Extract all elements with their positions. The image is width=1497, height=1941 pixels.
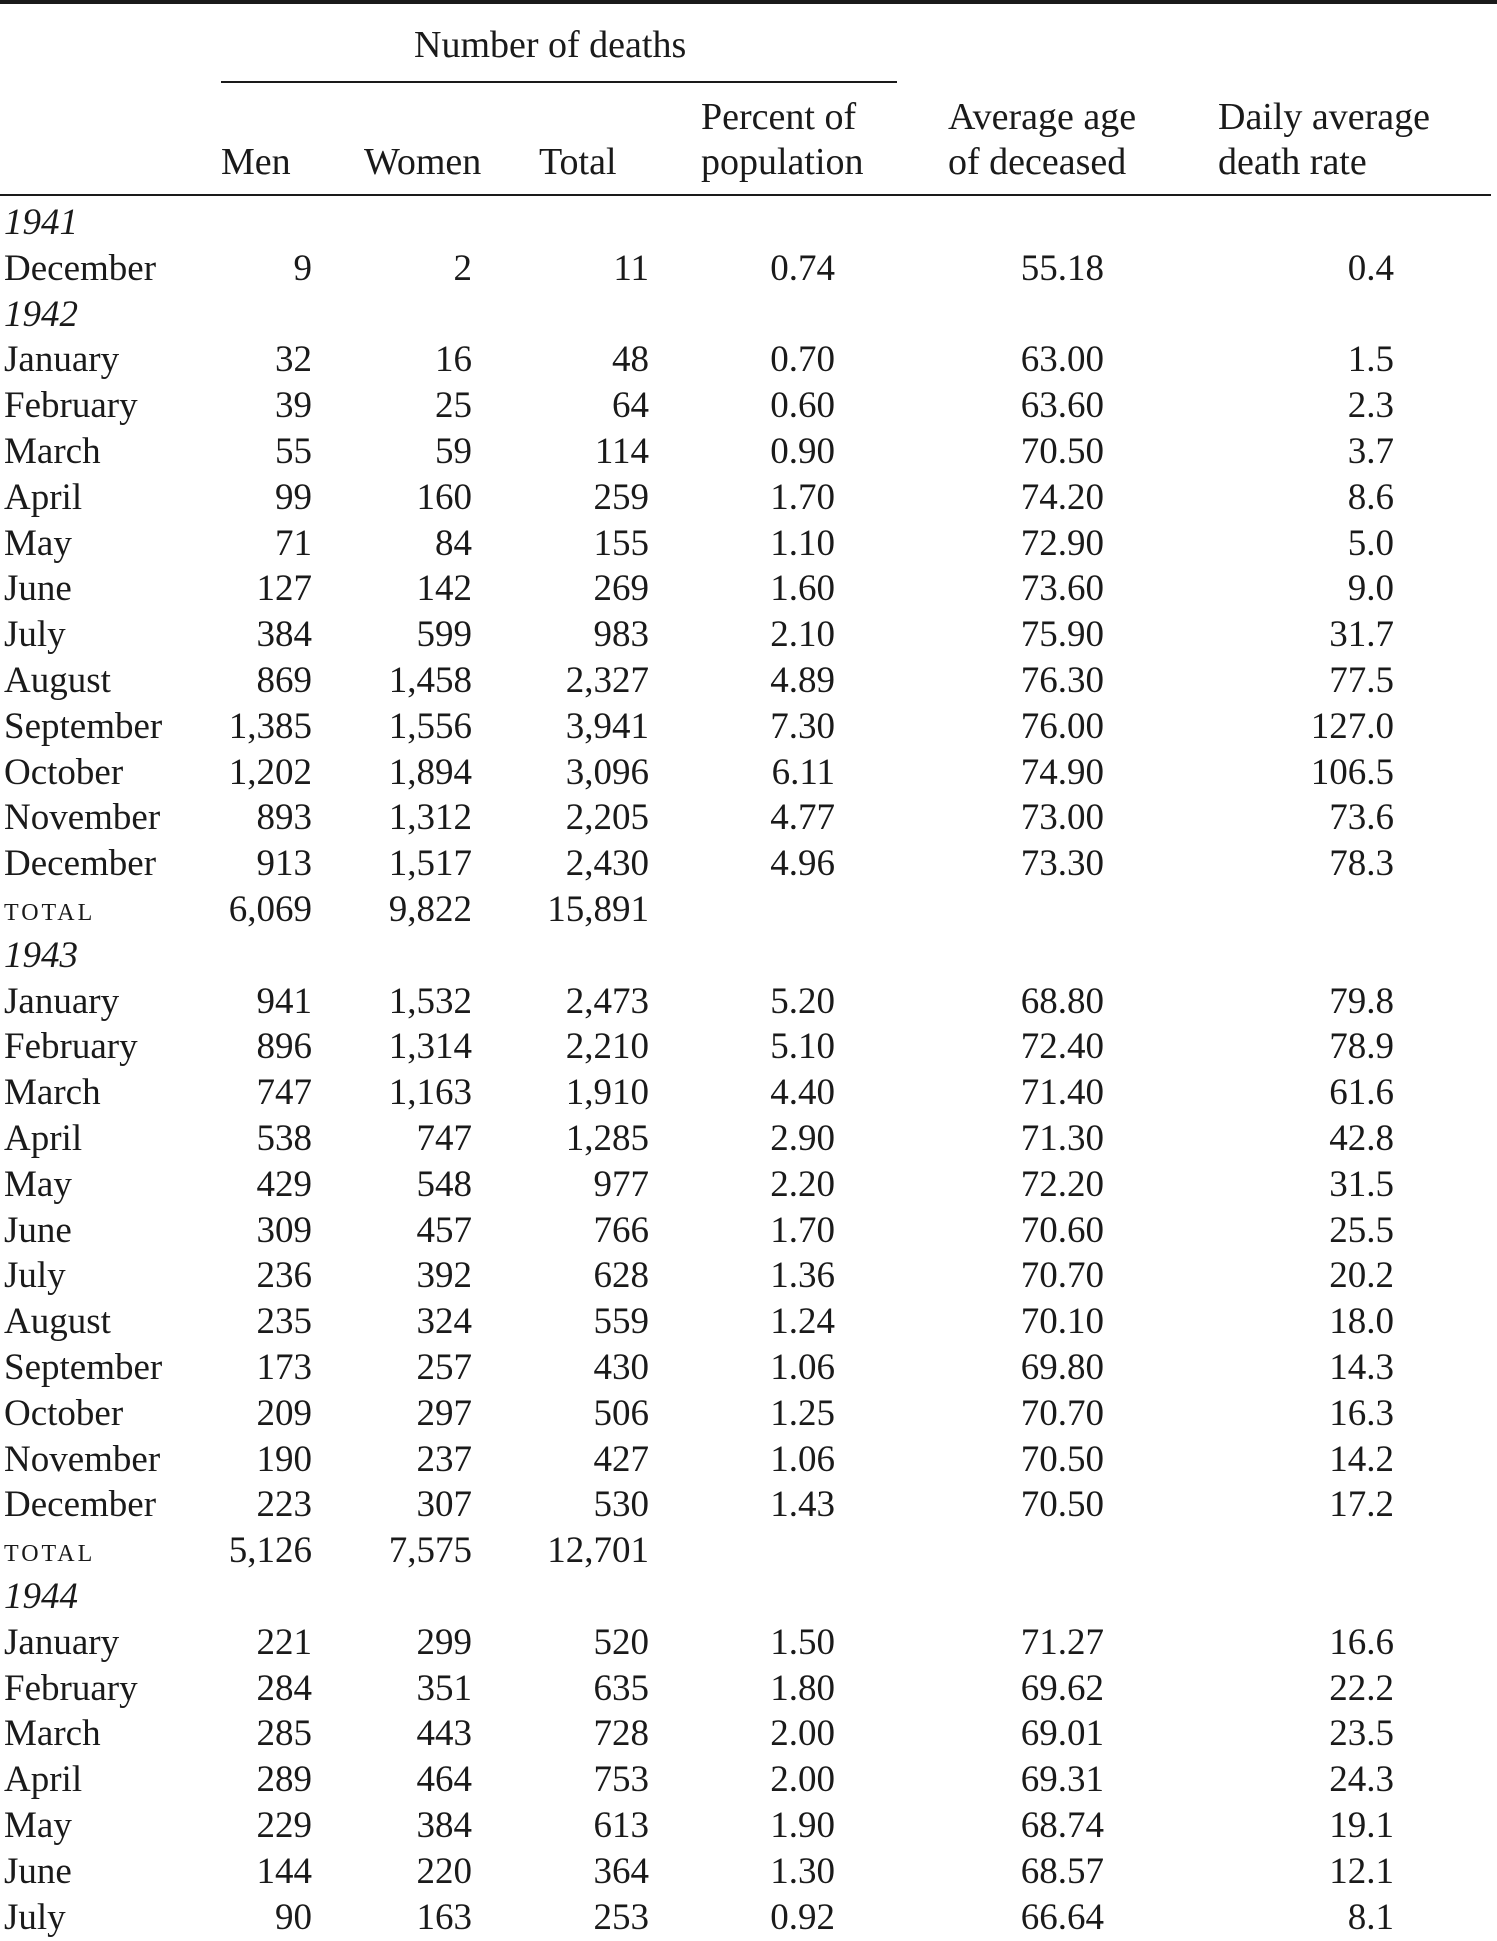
month-label: April — [4, 476, 83, 518]
percent-cell: 0.90 — [770, 431, 835, 472]
men-cell: 9 — [293, 247, 312, 289]
age-cell: 70.10 — [1020, 1301, 1104, 1343]
total-cell: 15,891 — [547, 889, 649, 930]
month-label: July — [4, 1896, 66, 1938]
header-women: Women — [364, 141, 482, 183]
table-row — [0, 1620, 1497, 1666]
men-cell: 384 — [256, 614, 312, 656]
table-row — [0, 1162, 1497, 1208]
table-row — [0, 1711, 1497, 1757]
rate-cell: 73.6 — [1329, 797, 1394, 839]
table-row — [0, 337, 1497, 383]
header-men: Men — [221, 141, 291, 183]
men-cell: 538 — [256, 1118, 312, 1159]
year-label: 1943 — [4, 934, 78, 976]
total-cell: 506 — [593, 1392, 649, 1434]
table-row — [0, 1345, 1497, 1391]
percent-cell: 4.89 — [770, 660, 835, 701]
percent-cell: 5.20 — [770, 980, 835, 1022]
total-row — [0, 1528, 1497, 1574]
percent-cell: 7.30 — [770, 705, 835, 747]
table-row — [0, 1116, 1497, 1162]
age-cell: 76.00 — [1020, 705, 1104, 747]
women-cell: 1,556 — [388, 705, 472, 747]
age-cell: 70.50 — [1020, 1484, 1104, 1526]
header-bottom-rule — [0, 194, 1491, 196]
month-label: April — [4, 1118, 83, 1159]
table-row — [0, 658, 1497, 704]
header-total: Total — [539, 141, 617, 183]
rate-cell: 77.5 — [1329, 660, 1394, 701]
age-cell: 69.01 — [1020, 1713, 1104, 1755]
percent-cell: 1.24 — [770, 1301, 835, 1343]
women-cell: 163 — [416, 1896, 472, 1938]
rate-cell: 25.5 — [1329, 1209, 1394, 1251]
women-cell: 443 — [416, 1713, 472, 1755]
men-cell: 32 — [275, 339, 312, 381]
table-row — [0, 795, 1497, 841]
header-percent-line1: Percent of — [701, 96, 857, 138]
table-row — [0, 1024, 1497, 1070]
age-cell: 69.80 — [1020, 1347, 1104, 1388]
percent-cell: 2.20 — [770, 1163, 835, 1205]
age-cell: 70.50 — [1020, 1438, 1104, 1480]
percent-cell: 1.70 — [770, 476, 835, 518]
rate-cell: 127.0 — [1310, 705, 1394, 747]
percent-cell: 1.10 — [770, 522, 835, 564]
total-cell: 766 — [593, 1209, 649, 1251]
table-row — [0, 750, 1497, 796]
women-cell: 9,822 — [388, 889, 472, 930]
age-cell: 72.90 — [1020, 522, 1104, 564]
month-label: November — [4, 797, 161, 839]
total-cell: 2,210 — [565, 1026, 649, 1068]
men-cell: 896 — [256, 1026, 312, 1068]
men-cell: 289 — [256, 1759, 312, 1801]
month-label: March — [4, 431, 101, 472]
month-label: June — [4, 568, 72, 610]
table-row — [0, 1299, 1497, 1345]
percent-cell: 1.36 — [770, 1255, 835, 1297]
rate-cell: 31.7 — [1329, 614, 1394, 656]
men-cell: 39 — [275, 385, 312, 427]
percent-cell: 1.30 — [770, 1850, 835, 1892]
women-cell: 747 — [416, 1118, 472, 1159]
women-cell: 351 — [416, 1667, 472, 1709]
men-cell: 1,385 — [228, 705, 312, 747]
total-cell: 2,430 — [565, 843, 649, 885]
age-cell: 69.62 — [1020, 1667, 1104, 1709]
rate-cell: 9.0 — [1347, 568, 1394, 610]
age-cell: 66.64 — [1020, 1896, 1104, 1938]
table-row — [0, 475, 1497, 521]
month-label: October — [4, 1392, 124, 1434]
year-row — [0, 200, 1497, 246]
age-cell: 63.00 — [1020, 339, 1104, 381]
year-label: 1942 — [4, 293, 78, 335]
total-cell: 259 — [593, 476, 649, 518]
total-label: total — [4, 891, 96, 928]
rate-cell: 14.3 — [1329, 1347, 1394, 1388]
percent-cell: 0.70 — [770, 339, 835, 381]
rate-cell: 1.5 — [1347, 339, 1394, 381]
year-row — [0, 292, 1497, 338]
rate-cell: 78.9 — [1329, 1026, 1394, 1068]
percent-cell: 0.92 — [770, 1896, 835, 1938]
rate-cell: 61.6 — [1329, 1072, 1394, 1114]
header-age-line2: of deceased — [948, 141, 1127, 183]
age-cell: 70.60 — [1020, 1209, 1104, 1251]
total-cell: 530 — [593, 1484, 649, 1526]
month-label: January — [4, 339, 120, 381]
table-row — [0, 1666, 1497, 1712]
women-cell: 25 — [435, 385, 472, 427]
women-cell: 220 — [416, 1850, 472, 1892]
header-age-line1: Average age — [948, 96, 1137, 138]
total-cell: 3,941 — [565, 705, 649, 747]
percent-cell: 6.11 — [771, 751, 835, 793]
men-cell: 1,202 — [228, 751, 312, 793]
percent-cell: 1.90 — [770, 1805, 835, 1846]
men-cell: 236 — [256, 1255, 312, 1297]
total-cell: 983 — [593, 614, 649, 656]
year-label: 1944 — [4, 1576, 78, 1617]
age-cell: 72.40 — [1020, 1026, 1104, 1068]
age-cell: 76.30 — [1020, 660, 1104, 701]
table-row — [0, 841, 1497, 887]
header-rate-line2: death rate — [1218, 141, 1367, 183]
age-cell: 68.74 — [1020, 1805, 1104, 1846]
women-cell: 464 — [416, 1759, 472, 1801]
group-underline — [221, 81, 897, 83]
percent-cell: 1.43 — [770, 1484, 835, 1526]
age-cell: 69.31 — [1020, 1759, 1104, 1801]
percent-cell: 1.60 — [770, 568, 835, 610]
table-row — [0, 1391, 1497, 1437]
men-cell: 6,069 — [228, 889, 312, 930]
age-cell: 75.90 — [1020, 614, 1104, 656]
total-cell: 427 — [593, 1438, 649, 1480]
total-cell: 430 — [593, 1347, 649, 1388]
men-cell: 941 — [256, 980, 312, 1022]
rate-cell: 78.3 — [1329, 843, 1394, 885]
table-row — [0, 979, 1497, 1025]
age-cell: 71.30 — [1020, 1118, 1104, 1159]
total-label: total — [4, 1532, 96, 1570]
women-cell: 59 — [435, 431, 472, 472]
table-row — [0, 383, 1497, 429]
age-cell: 70.50 — [1020, 431, 1104, 472]
month-label: March — [4, 1072, 101, 1114]
age-cell: 73.00 — [1020, 797, 1104, 839]
women-cell: 84 — [435, 522, 472, 564]
month-label: September — [4, 1347, 163, 1388]
rate-cell: 79.8 — [1329, 980, 1394, 1022]
women-cell: 324 — [416, 1301, 472, 1343]
age-cell: 73.30 — [1020, 843, 1104, 885]
month-label: February — [4, 385, 138, 427]
year-row — [0, 933, 1497, 979]
month-label: May — [4, 1805, 72, 1846]
men-cell: 55 — [275, 431, 312, 472]
women-cell: 1,894 — [388, 751, 472, 793]
age-cell: 55.18 — [1020, 247, 1104, 289]
rate-cell: 16.3 — [1329, 1392, 1394, 1434]
rate-cell: 14.2 — [1329, 1438, 1394, 1480]
men-cell: 429 — [256, 1163, 312, 1205]
month-label: January — [4, 1621, 120, 1663]
total-cell: 520 — [593, 1621, 649, 1663]
total-cell: 3,096 — [565, 751, 649, 793]
total-cell: 628 — [593, 1255, 649, 1297]
table-row — [0, 1803, 1497, 1849]
women-cell: 599 — [416, 614, 472, 656]
women-cell: 1,314 — [388, 1026, 472, 1068]
women-cell: 16 — [435, 339, 472, 381]
men-cell: 229 — [256, 1805, 312, 1846]
month-label: December — [4, 1484, 157, 1526]
men-cell: 284 — [256, 1667, 312, 1709]
women-cell: 1,312 — [388, 797, 472, 839]
month-label: August — [4, 1301, 111, 1343]
rate-cell: 3.7 — [1347, 431, 1394, 472]
table-row — [0, 429, 1497, 475]
men-cell: 309 — [256, 1209, 312, 1251]
women-cell: 1,532 — [388, 980, 472, 1022]
percent-cell: 2.00 — [770, 1713, 835, 1755]
percent-cell: 4.96 — [770, 843, 835, 885]
age-cell: 71.27 — [1020, 1621, 1104, 1663]
top-rule — [0, 0, 1497, 4]
women-cell: 142 — [416, 568, 472, 610]
rate-cell: 31.5 — [1329, 1163, 1394, 1205]
rate-cell: 42.8 — [1329, 1118, 1394, 1159]
rate-cell: 19.1 — [1329, 1805, 1394, 1846]
year-label: 1941 — [4, 202, 78, 243]
table-row — [0, 1208, 1497, 1254]
month-label: May — [4, 522, 72, 564]
women-cell: 297 — [416, 1392, 472, 1434]
men-cell: 913 — [256, 843, 312, 885]
month-label: October — [4, 751, 124, 793]
table-row — [0, 1757, 1497, 1803]
month-label: July — [4, 614, 66, 656]
rate-cell: 8.1 — [1347, 1896, 1394, 1938]
rate-cell: 12.1 — [1329, 1850, 1394, 1892]
women-cell: 257 — [416, 1347, 472, 1388]
month-label: December — [4, 843, 157, 885]
women-cell: 7,575 — [388, 1530, 472, 1572]
percent-cell: 1.06 — [770, 1438, 835, 1480]
men-cell: 127 — [256, 568, 312, 610]
age-cell: 71.40 — [1020, 1072, 1104, 1114]
table-row — [0, 1253, 1497, 1299]
age-cell: 68.57 — [1020, 1850, 1104, 1892]
women-cell: 160 — [416, 476, 472, 518]
table-row — [0, 1895, 1497, 1941]
month-label: June — [4, 1850, 72, 1892]
age-cell: 74.20 — [1020, 476, 1104, 518]
total-cell: 1,910 — [565, 1072, 649, 1114]
month-label: July — [4, 1255, 66, 1297]
rate-cell: 17.2 — [1329, 1484, 1394, 1526]
total-cell: 269 — [593, 568, 649, 610]
rate-cell: 106.5 — [1310, 751, 1394, 793]
age-cell: 68.80 — [1020, 980, 1104, 1022]
percent-cell: 4.77 — [770, 797, 835, 839]
total-cell: 64 — [612, 385, 649, 427]
total-cell: 364 — [593, 1850, 649, 1892]
men-cell: 869 — [256, 660, 312, 701]
men-cell: 144 — [256, 1850, 312, 1892]
men-cell: 235 — [256, 1301, 312, 1343]
total-cell: 559 — [593, 1301, 649, 1343]
total-cell: 613 — [593, 1805, 649, 1846]
month-label: February — [4, 1667, 138, 1709]
age-cell: 74.90 — [1020, 751, 1104, 793]
year-row — [0, 1574, 1497, 1620]
percent-cell: 4.40 — [770, 1072, 835, 1114]
men-cell: 223 — [256, 1484, 312, 1526]
table-row — [0, 612, 1497, 658]
month-label: August — [4, 660, 111, 701]
women-cell: 237 — [416, 1438, 472, 1480]
rate-cell: 16.6 — [1329, 1621, 1394, 1663]
total-cell: 753 — [593, 1759, 649, 1801]
age-cell: 72.20 — [1020, 1163, 1104, 1205]
percent-cell: 2.00 — [770, 1759, 835, 1801]
age-cell: 63.60 — [1020, 385, 1104, 427]
rate-cell: 2.3 — [1347, 385, 1394, 427]
men-cell: 221 — [256, 1621, 312, 1663]
month-label: May — [4, 1163, 72, 1205]
men-cell: 285 — [256, 1713, 312, 1755]
women-cell: 1,458 — [388, 660, 472, 701]
women-cell: 392 — [416, 1255, 472, 1297]
men-cell: 71 — [275, 522, 312, 564]
total-cell: 11 — [613, 247, 649, 289]
women-cell: 384 — [416, 1805, 472, 1846]
men-cell: 190 — [256, 1438, 312, 1480]
month-label: November — [4, 1438, 161, 1480]
women-cell: 307 — [416, 1484, 472, 1526]
month-label: April — [4, 1759, 83, 1801]
percent-cell: 1.06 — [770, 1347, 835, 1388]
rate-cell: 0.4 — [1347, 247, 1394, 289]
rate-cell: 5.0 — [1347, 522, 1394, 564]
age-cell: 73.60 — [1020, 568, 1104, 610]
percent-cell: 1.80 — [770, 1667, 835, 1709]
table-row — [0, 1849, 1497, 1895]
total-cell: 2,327 — [565, 660, 649, 701]
rate-cell: 23.5 — [1329, 1713, 1394, 1755]
total-cell: 12,701 — [547, 1530, 649, 1572]
men-cell: 99 — [275, 476, 312, 518]
month-label: September — [4, 705, 163, 747]
month-label: December — [4, 247, 157, 289]
header-percent-line2: population — [701, 141, 864, 183]
men-cell: 747 — [256, 1072, 312, 1114]
header-rate-line1: Daily average — [1218, 96, 1431, 138]
total-cell: 1,285 — [565, 1118, 649, 1159]
total-cell: 635 — [593, 1667, 649, 1709]
total-row — [0, 887, 1497, 933]
men-cell: 5,126 — [228, 1530, 312, 1572]
rate-cell: 18.0 — [1329, 1301, 1394, 1343]
women-cell: 299 — [416, 1621, 472, 1663]
table-row — [0, 704, 1497, 750]
age-cell: 70.70 — [1020, 1392, 1104, 1434]
men-cell: 893 — [256, 797, 312, 839]
total-cell: 2,473 — [565, 980, 649, 1022]
percent-cell: 2.10 — [770, 614, 835, 656]
month-label: February — [4, 1026, 138, 1068]
month-label: March — [4, 1713, 101, 1755]
table-row — [0, 566, 1497, 612]
month-label: January — [4, 980, 120, 1022]
women-cell: 1,163 — [388, 1072, 472, 1114]
women-cell: 2 — [453, 247, 472, 289]
table-row — [0, 1482, 1497, 1528]
percent-cell: 1.50 — [770, 1621, 835, 1663]
total-cell: 48 — [612, 339, 649, 381]
men-cell: 90 — [275, 1896, 312, 1938]
percent-cell: 0.74 — [770, 247, 835, 289]
total-cell: 2,205 — [565, 797, 649, 839]
rate-cell: 22.2 — [1329, 1667, 1394, 1709]
header-group-number-of-deaths: Number of deaths — [414, 24, 687, 66]
age-cell: 70.70 — [1020, 1255, 1104, 1297]
total-cell: 728 — [593, 1713, 649, 1755]
table-row — [0, 1437, 1497, 1483]
percent-cell: 0.60 — [770, 385, 835, 427]
total-cell: 155 — [593, 522, 649, 564]
month-label: June — [4, 1209, 72, 1251]
table-row — [0, 521, 1497, 567]
men-cell: 209 — [256, 1392, 312, 1434]
percent-cell: 5.10 — [770, 1026, 835, 1068]
percent-cell: 1.70 — [770, 1209, 835, 1251]
total-cell: 977 — [593, 1163, 649, 1205]
total-cell: 114 — [594, 431, 649, 472]
percent-cell: 1.25 — [770, 1392, 835, 1434]
rate-cell: 24.3 — [1329, 1759, 1394, 1801]
table-row — [0, 1070, 1497, 1116]
table-row — [0, 246, 1497, 292]
men-cell: 173 — [256, 1347, 312, 1388]
rate-cell: 8.6 — [1347, 476, 1394, 518]
total-cell: 253 — [593, 1896, 649, 1938]
women-cell: 457 — [416, 1209, 472, 1251]
rate-cell: 20.2 — [1329, 1255, 1394, 1297]
women-cell: 548 — [416, 1163, 472, 1205]
women-cell: 1,517 — [388, 843, 472, 885]
percent-cell: 2.90 — [770, 1118, 835, 1159]
